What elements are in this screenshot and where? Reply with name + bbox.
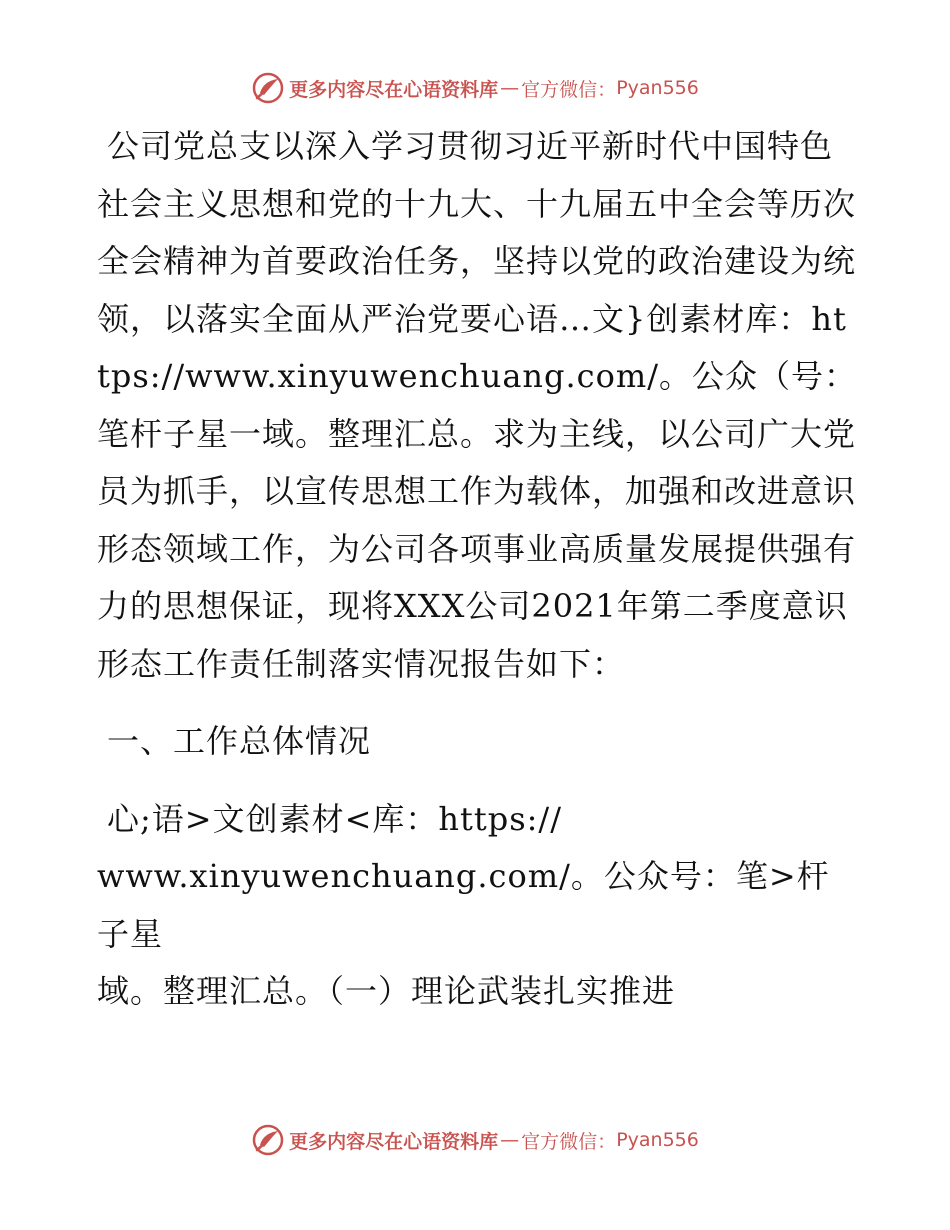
footer-banner [0, 1120, 950, 1160]
section-heading: 一、工作总体情况 [107, 722, 372, 760]
banner-separator: — [500, 1129, 520, 1151]
banner-text: 更多内容尽在心语资料库 [289, 78, 499, 101]
banner-text: 更多内容尽在心语资料库 [289, 1130, 499, 1153]
paragraph-line: 域。整理汇总。（一）理论武装扎实推进 [97, 972, 676, 1010]
brand-logo-icon [251, 1123, 285, 1157]
banner-wechat-id: Pyan556 [616, 77, 699, 99]
banner-wechat-label: 官方微信： [521, 78, 617, 101]
paragraph-section-1 [97, 791, 857, 1021]
header-banner [0, 68, 950, 108]
banner-wechat-label: 官方微信： [521, 1130, 617, 1153]
paragraph-intro: 公司党总支以深入学习贯彻习近平新时代中国特色社会主义思想和党的十九大、十九届五中全会等历次全会精神为首要政治任务，坚持以党的政治建设为统领，以落实全面从严治党要心语…文}创素材库：https://www.xinyuwenchuang.com/。公众（号：笔杆子星一域。整理汇总。求为主线，以公司广大党员为抓手，以宣传思想工作为载体，加强和改进意识形态领域工作，为公司各项事业高质量发展提供强有力的思想保证，现将XXX公司2021年第二季度意识形态工作责任制落实情况报告如下： [97, 127, 857, 683]
banner-wechat-id: Pyan556 [616, 1129, 699, 1151]
brand-logo-icon [251, 71, 285, 105]
document-body [97, 118, 857, 1021]
paragraph-line: www.xinyuwenchuang.com/。公众号：笔>杆子星 [97, 857, 830, 953]
banner-separator: — [500, 77, 520, 99]
paragraph-line: 心;语>文创素材<库：https:// [107, 799, 562, 838]
